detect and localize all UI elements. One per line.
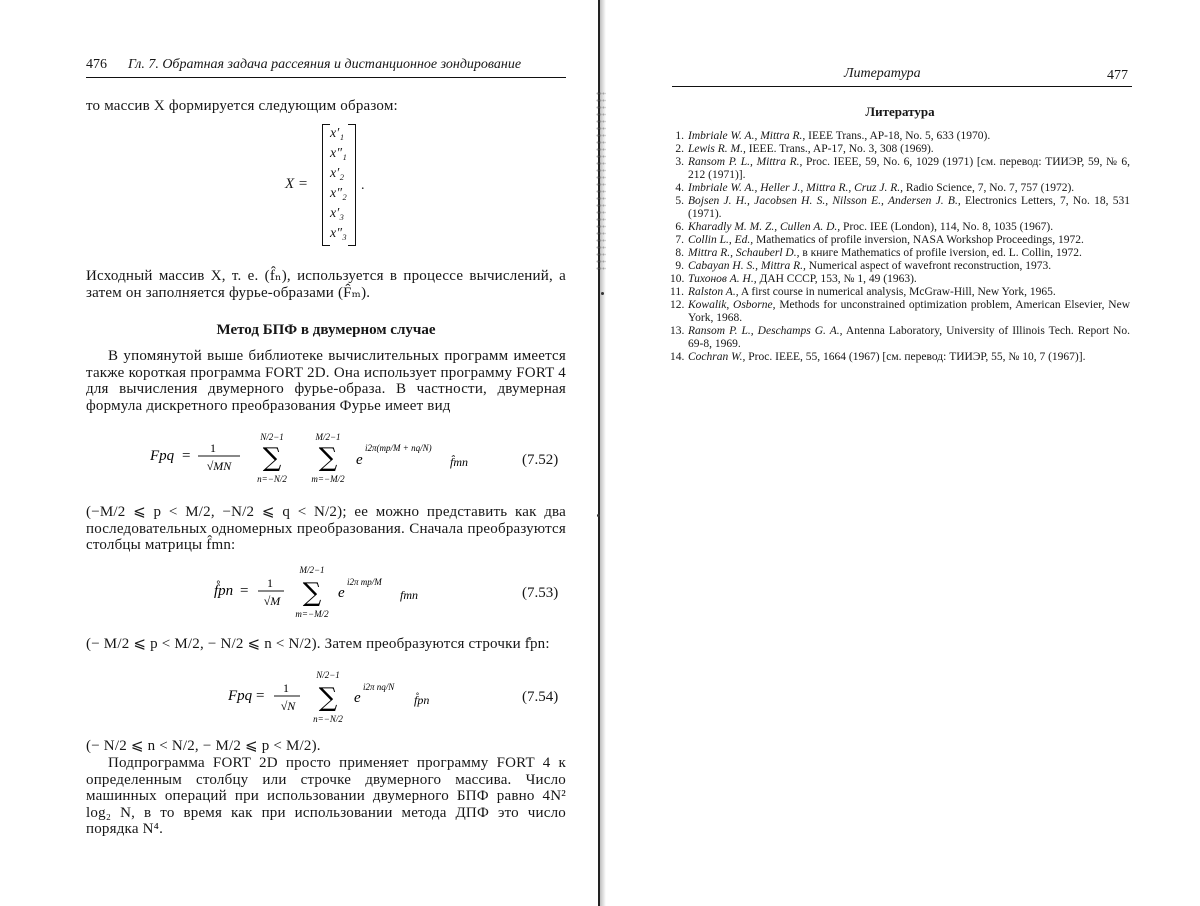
matrix-entry: x″₃ xyxy=(330,226,347,242)
left-page xyxy=(0,0,600,906)
eq753-sum-top: M/2−1 xyxy=(298,565,324,575)
eq754-coef-den: √N xyxy=(281,699,297,713)
matrix-entry: x″₂ xyxy=(330,186,347,202)
equation-7-53-number: (7.53) xyxy=(522,585,558,602)
eq752-sum1-sigma: ∑ xyxy=(263,443,282,473)
eq752-sum2-sigma: ∑ xyxy=(319,443,338,473)
reference-number: 4. xyxy=(670,182,684,195)
equation-7-52 xyxy=(150,426,480,490)
paragraph-range-3: (− N/2 ⩽ n < N/2, − M/2 ⩽ p < M/2). xyxy=(86,738,566,755)
eq753-lhs: f̊pn xyxy=(214,581,233,599)
section-title: Метод БПФ в двумерном случае xyxy=(86,322,566,339)
matrix-entry: x′₂ xyxy=(330,166,344,182)
eq753-coef-num: 1 xyxy=(267,576,273,590)
eq752-coef-den: √MN xyxy=(207,459,233,473)
matrix-equation xyxy=(270,118,390,250)
reference-item xyxy=(670,286,1130,299)
reference-authors: Kowalik, Osborne, xyxy=(688,299,776,311)
equation-7-54-number: (7.54) xyxy=(522,689,558,706)
eq752-lhs: Fpq xyxy=(150,448,175,464)
reference-authors: Cochran W., xyxy=(688,351,745,363)
matrix-entry: x″₁ xyxy=(330,146,347,162)
reference-number: 5. xyxy=(670,195,684,208)
matrix-lhs: X = xyxy=(285,176,308,193)
reference-authors: Ransom P. L., Mittra R., xyxy=(688,156,802,168)
reference-item xyxy=(670,182,1130,195)
eq754-exponent: i2π nq/N xyxy=(363,682,395,692)
reference-text: в книге Mathematics of profile iversion, ed. L. Collin, 1972. xyxy=(799,247,1081,259)
equation-7-54 xyxy=(228,668,478,728)
reference-authors: Mittra R., Schauberl D., xyxy=(688,247,799,259)
reference-authors: Ransom P. L., Deschamps G. A., xyxy=(688,325,843,337)
eq752-base: e xyxy=(356,452,363,468)
reference-item xyxy=(670,351,1130,364)
reference-authors: Bojsen J. H., Jacobsen H. S., Nilsson E., Andersen J. B., xyxy=(688,195,961,207)
eq752-coef-num: 1 xyxy=(210,441,216,455)
reference-item xyxy=(670,325,1130,350)
paragraph-range-1: (−M/2 ⩽ p < M/2, −N/2 ⩽ q < N/2); ее можно представить как два последовательных одномерных преобразования. Сначала преобразуются столбцы матрицы f̂mn: xyxy=(86,504,566,554)
eq754-tail: f̊pn xyxy=(414,692,429,707)
reference-item xyxy=(670,247,1130,260)
eq753-sum-sigma: ∑ xyxy=(303,578,322,608)
reference-text: Proc. IEEE, 55, 1664 (1967) [см. перевод: ТИИЭР, 55, № 10, 7 (1967)]. xyxy=(745,351,1085,363)
reference-number: 9. xyxy=(670,260,684,273)
reference-text: IEEE Trans., AP-18, No. 5, 633 (1970). xyxy=(805,130,990,142)
paragraph-range-2: (− M/2 ⩽ p < M/2, − N/2 ⩽ n < N/2). Затем преобразуются строчки f̊pn: xyxy=(86,636,566,653)
reference-item xyxy=(670,260,1130,273)
reference-item xyxy=(670,273,1130,286)
reference-text: IEEE. Trans., AP-17, No. 3, 308 (1969). xyxy=(746,143,934,155)
eq752-sum2-bot: m=−M/2 xyxy=(311,474,345,484)
eq754-sum-top: N/2−1 xyxy=(315,670,340,680)
eq753-tail: fmn xyxy=(400,588,418,602)
equation-7-52-number: (7.52) xyxy=(522,452,558,469)
reference-text: Radio Science, 7, No. 7, 757 (1972). xyxy=(903,182,1074,194)
eq754-base: e xyxy=(354,690,361,706)
reference-text: A first course in numerical analysis, McGraw-Hill, New York, 1965. xyxy=(739,286,1056,298)
reference-authors: Imbriale W. A., Mittra R., xyxy=(688,130,805,142)
matrix-right-bracket xyxy=(348,124,356,246)
reference-authors: Lewis R. M., xyxy=(688,143,746,155)
reference-item xyxy=(670,221,1130,234)
reference-authors: Ralston A., xyxy=(688,286,739,298)
book-spread xyxy=(0,0,1200,906)
reference-text: Proc. IEE (London), 114, No. 8, 1035 (1967). xyxy=(840,221,1053,233)
eq752-equals: = xyxy=(182,448,190,464)
reference-number: 12. xyxy=(670,299,684,312)
eq754-coef-num: 1 xyxy=(283,681,289,695)
reference-item xyxy=(670,195,1130,220)
eq754-sum-bot: n=−N/2 xyxy=(313,714,343,724)
eq753-exponent: i2π mp/M xyxy=(347,577,382,587)
reference-text: Electronics Letters, 7, No. 18, 531 (1971). xyxy=(688,195,1130,220)
paragraph-final: Подпрограмма FORT 2D просто применяет программу FORT 4 к определенным столбцу или строчке двумерного массива. Число машинных операций при использовании двумерного БПФ равно 4N² log₂ N, в то время как при использовании метода ДПФ это число порядка N⁴. xyxy=(86,755,566,838)
eq752-sum1-bot: n=−N/2 xyxy=(257,474,287,484)
reference-text: Numerical aspect of wavefront reconstruction, 1973. xyxy=(806,260,1051,272)
equation-7-53 xyxy=(214,563,474,623)
eq754-lhs: Fpq xyxy=(228,688,253,704)
reference-authors: Тихонов А. Н., xyxy=(688,273,757,285)
reference-item xyxy=(670,156,1130,181)
reference-text: Mathematics of profile inversion, NASA Workshop Proceedings, 1972. xyxy=(753,234,1084,246)
left-running-head: Гл. 7. Обратная задача рассеяния и дистанционное зондирование xyxy=(128,57,568,73)
reference-item xyxy=(670,130,1130,143)
eq753-base: e xyxy=(338,585,345,601)
eq752-sum2-top: M/2−1 xyxy=(314,432,340,442)
eq754-sum-sigma: ∑ xyxy=(319,683,338,713)
reference-number: 3. xyxy=(670,156,684,169)
reference-text: Antenna Laboratory, University of Illinois Tech. Report No. 69-8, 1969. xyxy=(688,325,1130,350)
intro-line: то массив X формируется следующим образом: xyxy=(86,98,566,115)
right-page-number: 477 xyxy=(1107,68,1128,84)
matrix-entry: x′₁ xyxy=(330,126,344,142)
eq752-sum1-top: N/2−1 xyxy=(259,432,284,442)
matrix-left-bracket xyxy=(322,124,330,246)
reference-text: Proc. IEEE, 59, No. 6, 1029 (1971) [см. перевод: ТИИЭР, 59, № 6, 212 (1971)]. xyxy=(688,156,1130,181)
eq753-coef-den: √M xyxy=(264,594,282,608)
matrix-entry: x′₃ xyxy=(330,206,344,222)
references-list xyxy=(670,130,1130,364)
reference-number: 13. xyxy=(670,325,684,338)
eq752-tail: f̂mn xyxy=(450,454,468,469)
reference-number: 10. xyxy=(670,273,684,286)
references-title: Литература xyxy=(670,104,1130,120)
left-page-number: 476 xyxy=(86,57,107,73)
reference-authors: Collin L., Ed., xyxy=(688,234,753,246)
reference-item xyxy=(670,299,1130,324)
reference-number: 2. xyxy=(670,143,684,156)
reference-number: 7. xyxy=(670,234,684,247)
paragraph-fft: В упомянутой выше библиотеке вычислительных программ имеется также короткая программа FORT 2D. Она использует программу FORT 4 для вычисления двумерного фурье-образа. В частности, двумерная формула дискретного преобразования Фурье имеет вид xyxy=(86,348,566,414)
reference-item xyxy=(670,143,1130,156)
reference-authors: Cabayan H. S., Mittra R., xyxy=(688,260,806,272)
reference-number: 11. xyxy=(670,286,684,299)
reference-authors: Kharadly M. M. Z., Cullen A. D., xyxy=(688,221,840,233)
reference-number: 6. xyxy=(670,221,684,234)
right-running-head: Литература xyxy=(844,66,921,82)
right-header-rule xyxy=(672,86,1132,87)
reference-number: 1. xyxy=(670,130,684,143)
reference-number: 8. xyxy=(670,247,684,260)
reference-authors: Imbriale W. A., Heller J., Mittra R., Cruz J. R., xyxy=(688,182,903,194)
reference-text: Methods for unconstrained optimization problem, American Elsevier, New York, 1968. xyxy=(688,299,1130,324)
eq753-sum-bot: m=−M/2 xyxy=(295,609,329,619)
paragraph-initial-array: Исходный массив X, т. е. (f̂ₙ), используется в процессе вычислений, а затем он заполняется фурье-образами (F̂ₘ). xyxy=(86,268,566,301)
reference-text: ДАН СССР, 153, № 1, 49 (1963). xyxy=(757,273,917,285)
left-header-rule xyxy=(86,77,566,78)
eq754-equals: = xyxy=(256,688,264,704)
reference-item xyxy=(670,234,1130,247)
eq752-exponent: i2π(mp/M + nq/N) xyxy=(365,443,432,453)
eq753-equals: = xyxy=(240,583,248,599)
reference-number: 14. xyxy=(670,351,684,364)
matrix-trail: . xyxy=(361,178,365,194)
